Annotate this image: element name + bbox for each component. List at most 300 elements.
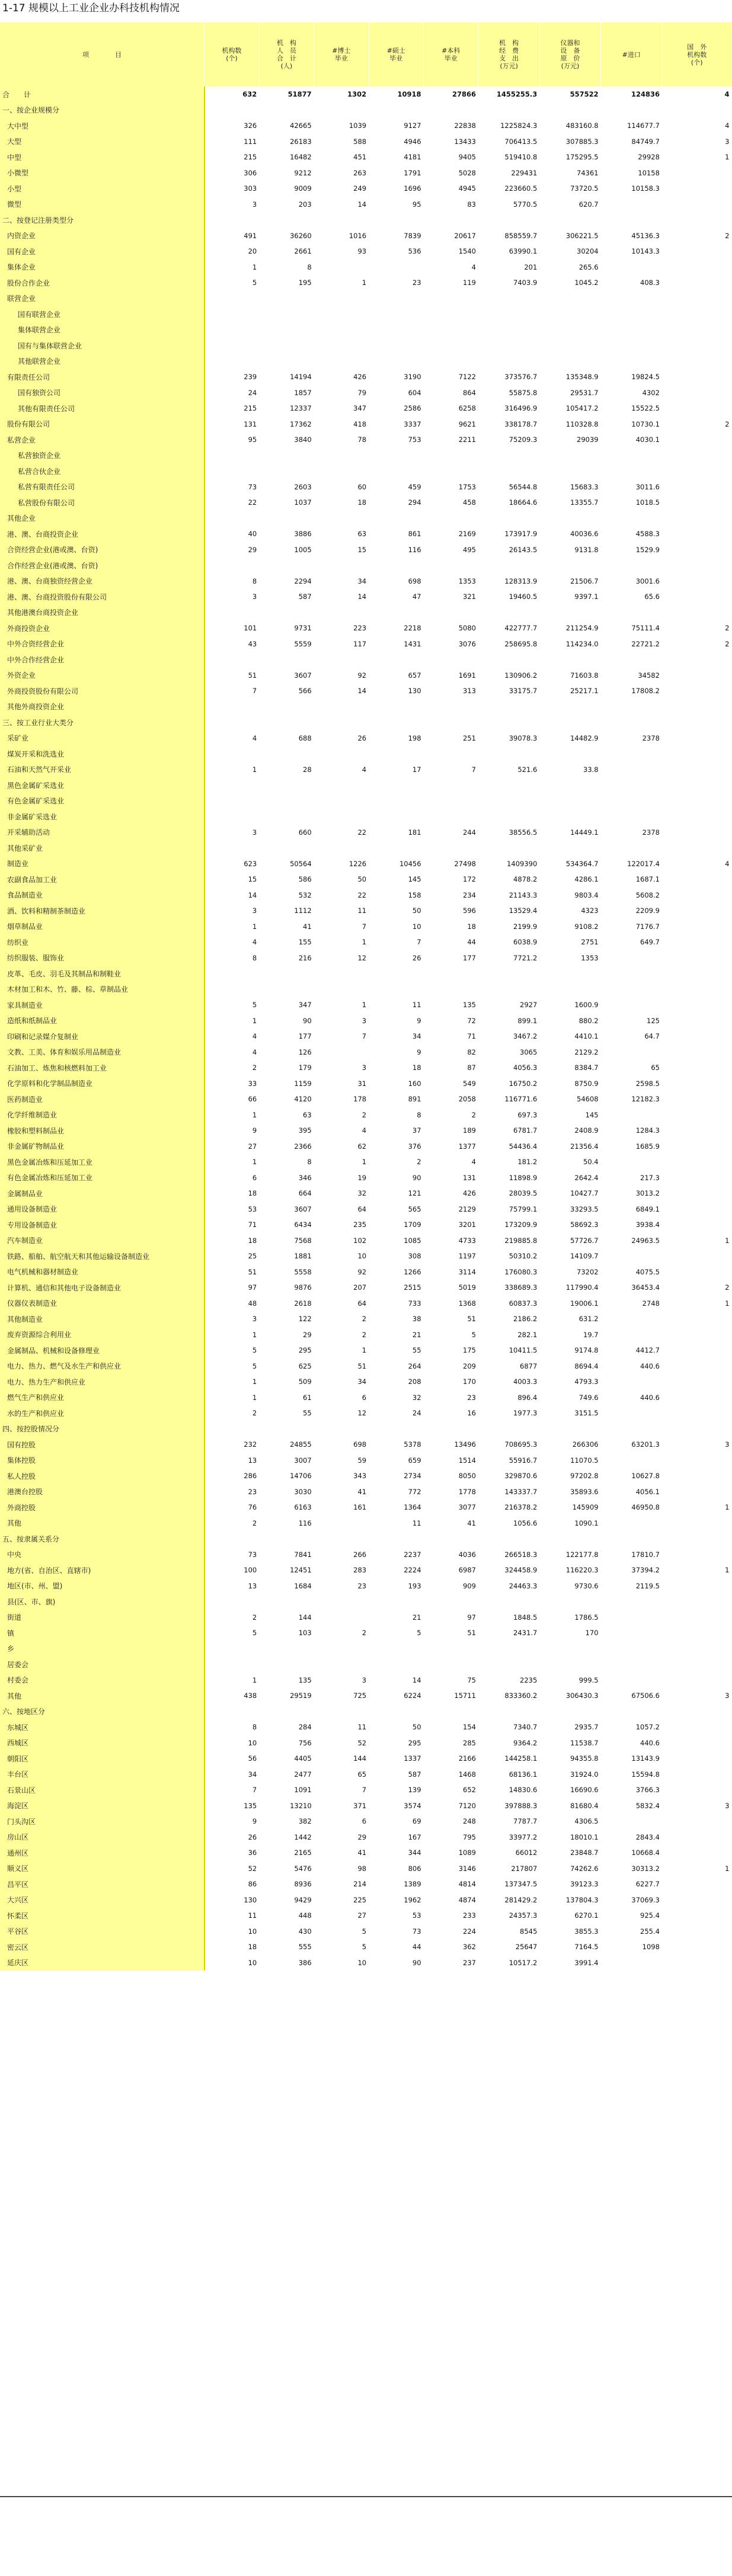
row-label: 居委会 — [0, 1657, 204, 1673]
cell-value — [601, 699, 662, 715]
cell-value: 13143.9 — [631, 1754, 660, 1763]
cell-value: 1018.5 — [635, 498, 660, 507]
cell-value — [314, 652, 369, 668]
table-row — [0, 1704, 732, 1720]
cell-value: 343 — [353, 1472, 367, 1481]
cell-value: 3 — [725, 1691, 730, 1700]
cell-value: 2748 — [642, 1299, 660, 1308]
cell-value: 7 — [362, 1786, 367, 1795]
cell-value: 1687.1 — [635, 875, 660, 884]
cell-value — [204, 1594, 259, 1610]
cell-value: 10 — [248, 1958, 257, 1967]
cell-value: 2 — [252, 1518, 257, 1527]
row-label: 小型 — [0, 181, 204, 197]
cell-value — [478, 809, 539, 825]
row-label: 顺义区 — [0, 1861, 204, 1877]
cell-value: 1684 — [294, 1581, 312, 1590]
cell-value: 2 — [252, 1063, 257, 1072]
table-row — [0, 1186, 732, 1202]
cell-value: 1057.2 — [635, 1723, 660, 1732]
cell-value — [314, 558, 369, 573]
cell-value: 4793.3 — [574, 1377, 599, 1386]
cell-value — [424, 448, 478, 464]
cell-value — [478, 354, 539, 370]
cell-value: 84749.7 — [631, 137, 660, 146]
table-row — [0, 1170, 732, 1186]
cell-value: 34 — [357, 576, 367, 585]
cell-value: 233 — [463, 1911, 476, 1920]
cell-value: 217.3 — [640, 1173, 660, 1182]
cell-value: 3065 — [520, 1047, 538, 1056]
cell-value — [662, 746, 732, 762]
cell-value: 11 — [248, 1911, 257, 1920]
cell-value: 397888.3 — [504, 1801, 538, 1810]
row-label: 村委会 — [0, 1673, 204, 1689]
cell-value — [601, 1405, 662, 1421]
table-row — [0, 1060, 732, 1076]
row-label: 其他联营企业 — [0, 354, 204, 370]
cell-value: 175295.5 — [565, 153, 599, 162]
row-label: 大中型 — [0, 118, 204, 134]
cell-value: 14482.9 — [570, 733, 599, 742]
cell-value — [539, 746, 600, 762]
cell-value: 62 — [357, 1142, 367, 1151]
cell-value: 891 — [408, 1095, 421, 1104]
cell-value: 1881 — [294, 1252, 312, 1261]
table-row — [0, 1924, 732, 1940]
cell-value: 495 — [463, 545, 476, 554]
cell-value: 806 — [408, 1864, 421, 1873]
cell-value: 4 — [252, 1047, 257, 1056]
cell-value: 137347.5 — [504, 1880, 538, 1889]
cell-value — [369, 259, 423, 275]
cell-value — [662, 542, 732, 558]
cell-value: 2431.7 — [513, 1629, 538, 1638]
row-label: 仪器仪表制造业 — [0, 1296, 204, 1312]
cell-value: 216378.2 — [504, 1503, 538, 1512]
cell-value — [662, 1421, 732, 1437]
cell-value: 6163 — [294, 1503, 312, 1512]
cell-value: 23 — [248, 1487, 257, 1496]
cell-value — [601, 1516, 662, 1531]
table-row — [0, 511, 732, 527]
cell-value — [259, 1641, 314, 1657]
cell-value — [478, 652, 539, 668]
cell-value: 8 — [307, 262, 312, 271]
cell-value — [369, 746, 423, 762]
cell-value: 284 — [298, 1723, 312, 1732]
table-row — [0, 448, 732, 464]
cell-value — [314, 1516, 369, 1531]
cell-value: 10918 — [397, 90, 421, 99]
cell-value: 749.6 — [578, 1393, 599, 1402]
cell-value: 29 — [357, 1832, 367, 1841]
row-label: 外商控股 — [0, 1500, 204, 1516]
cell-value: 175 — [463, 1346, 476, 1355]
cell-value — [259, 212, 314, 228]
cell-value — [662, 1359, 732, 1374]
cell-value — [478, 699, 539, 715]
cell-value — [369, 1657, 423, 1673]
cell-value: 3855.3 — [574, 1927, 599, 1936]
row-label: 国有企业 — [0, 243, 204, 259]
table-row — [0, 1610, 732, 1626]
cell-value: 7841 — [294, 1550, 312, 1559]
cell-value: 53 — [412, 1911, 421, 1920]
header-row — [0, 23, 732, 86]
cell-value — [601, 197, 662, 213]
cell-value — [662, 1767, 732, 1783]
cell-value — [369, 558, 423, 573]
cell-value: 35893.6 — [570, 1487, 599, 1496]
cell-value: 9 — [252, 1126, 257, 1135]
cell-value — [662, 1704, 732, 1720]
table-row — [0, 243, 732, 259]
cell-value: 114234.0 — [565, 639, 599, 648]
table-row — [0, 793, 732, 809]
cell-value — [662, 1311, 732, 1327]
cell-value — [314, 463, 369, 479]
cell-value — [424, 558, 478, 573]
cell-value: 135348.9 — [565, 373, 599, 382]
cell-value — [369, 354, 423, 370]
cell-value: 126 — [298, 1047, 312, 1056]
table-row — [0, 887, 732, 903]
cell-value — [369, 1641, 423, 1657]
cell-value: 1778 — [458, 1487, 476, 1496]
cell-value: 4036 — [458, 1550, 476, 1559]
cell-value — [424, 793, 478, 809]
cell-value — [204, 511, 259, 527]
cell-value: 430 — [298, 1927, 312, 1936]
cell-value: 170 — [585, 1629, 599, 1638]
table-row — [0, 479, 732, 495]
cell-value — [369, 322, 423, 338]
row-label: 黑色金属矿采选业 — [0, 777, 204, 793]
cell-value: 3766.3 — [635, 1786, 660, 1795]
table-row — [0, 1594, 732, 1610]
cell-value: 103 — [298, 1629, 312, 1638]
cell-value: 22721.2 — [631, 639, 660, 648]
table-row — [0, 934, 732, 950]
row-label: 电气机械和器材制造业 — [0, 1264, 204, 1280]
table-row — [0, 322, 732, 338]
cell-value: 604 — [408, 388, 421, 397]
header-col-7: 仪器和 设 备 原 价 (万元) — [539, 23, 600, 86]
cell-value: 229431 — [511, 168, 538, 177]
cell-value — [662, 887, 732, 903]
cell-value: 1098 — [642, 1943, 660, 1952]
cell-value: 5378 — [404, 1440, 421, 1449]
row-label: 延庆区 — [0, 1955, 204, 1971]
row-label: 其他港澳台商投资企业 — [0, 605, 204, 621]
cell-value — [314, 102, 369, 118]
row-label: 昌平区 — [0, 1876, 204, 1892]
cell-value: 125 — [647, 1016, 660, 1025]
cell-value: 18664.6 — [509, 498, 538, 507]
cell-value — [662, 495, 732, 511]
cell-value: 329870.6 — [504, 1472, 538, 1481]
cell-value: 4323 — [581, 906, 599, 915]
cell-value: 1 — [252, 765, 257, 774]
cell-value: 23 — [412, 278, 421, 287]
cell-value: 534364.7 — [565, 859, 599, 868]
cell-value: 17362 — [290, 419, 312, 428]
row-label: 其他有限责任公司 — [0, 401, 204, 416]
cell-value: 45136.3 — [631, 231, 660, 240]
cell-value — [601, 652, 662, 668]
cell-value — [539, 1704, 600, 1720]
cell-value — [662, 259, 732, 275]
cell-value — [478, 966, 539, 982]
cell-value: 29 — [248, 545, 257, 554]
cell-value: 295 — [298, 1346, 312, 1355]
cell-value: 9 — [417, 1047, 421, 1056]
cell-value: 92 — [357, 1267, 367, 1276]
cell-value: 3 — [252, 828, 257, 837]
row-label: 开采辅助活动 — [0, 825, 204, 841]
table-row — [0, 1876, 732, 1892]
cell-value: 264 — [408, 1361, 421, 1370]
cell-value: 9731 — [294, 624, 312, 633]
cell-value: 8 — [417, 1110, 421, 1119]
cell-value: 65.6 — [644, 592, 660, 601]
row-label: 文教、工美、体育和娱乐用品制造业 — [0, 1045, 204, 1060]
cell-value: 189 — [463, 1126, 476, 1135]
cell-value: 15 — [357, 545, 367, 554]
cell-value — [314, 212, 369, 228]
cell-value — [662, 699, 732, 715]
cell-value: 4003.3 — [513, 1377, 538, 1386]
table-row — [0, 1562, 732, 1578]
cell-value: 5558 — [294, 1267, 312, 1276]
cell-value — [662, 1751, 732, 1767]
row-label: 石油和天然气开采业 — [0, 762, 204, 778]
cell-value — [601, 762, 662, 778]
cell-value: 131 — [244, 419, 257, 428]
table-row — [0, 1374, 732, 1390]
cell-value — [539, 1594, 600, 1610]
cell-value: 74361 — [577, 168, 599, 177]
cell-value: 37394.2 — [631, 1566, 660, 1575]
cell-value — [662, 1719, 732, 1735]
row-label: 制造业 — [0, 856, 204, 872]
cell-value: 78 — [357, 435, 367, 444]
header-item: 项 目 — [0, 23, 204, 86]
cell-value: 2378 — [642, 828, 660, 837]
cell-value: 116771.6 — [504, 1095, 538, 1104]
cell-value: 1389 — [404, 1880, 421, 1889]
cell-value — [662, 1578, 732, 1594]
cell-value: 14706 — [290, 1472, 312, 1481]
cell-value: 36 — [248, 1848, 257, 1857]
cell-value: 14 — [412, 1675, 421, 1684]
cell-value: 8694.4 — [574, 1361, 599, 1370]
cell-value: 307885.3 — [565, 137, 599, 146]
cell-value: 1 — [362, 278, 367, 287]
cell-value: 1037 — [294, 498, 312, 507]
cell-value: 130 — [408, 687, 421, 696]
table-row — [0, 432, 732, 448]
table-row — [0, 463, 732, 479]
cell-value — [369, 306, 423, 322]
cell-value: 13 — [248, 1581, 257, 1590]
table-row — [0, 950, 732, 966]
cell-value — [369, 338, 423, 354]
cell-value — [478, 511, 539, 527]
cell-value: 2 — [362, 1110, 367, 1119]
cell-value: 725 — [353, 1691, 367, 1700]
cell-value: 9131.8 — [574, 545, 599, 554]
cell-value: 9621 — [458, 419, 476, 428]
cell-value: 3001.6 — [635, 576, 660, 585]
table-row — [0, 275, 732, 291]
table-row — [0, 1531, 732, 1547]
cell-value — [259, 322, 314, 338]
table-row — [0, 338, 732, 354]
row-label: 国有联营企业 — [0, 306, 204, 322]
cell-value: 16482 — [290, 153, 312, 162]
cell-value: 3991.4 — [574, 1958, 599, 1967]
cell-value: 50.4 — [583, 1158, 599, 1167]
row-label: 燃气生产和供应业 — [0, 1390, 204, 1406]
table-row — [0, 385, 732, 401]
cell-value: 18 — [412, 1063, 421, 1072]
cell-value: 50 — [412, 906, 421, 915]
cell-value: 167 — [408, 1832, 421, 1841]
cell-value — [204, 715, 259, 730]
table-row — [0, 919, 732, 935]
cell-value: 925.4 — [640, 1911, 660, 1920]
cell-value: 92 — [357, 671, 367, 680]
cell-value — [601, 291, 662, 307]
cell-value: 1455255.3 — [496, 90, 538, 99]
cell-value: 3011.6 — [635, 482, 660, 491]
cell-value: 130906.2 — [504, 671, 538, 680]
table-row — [0, 715, 732, 730]
cell-value — [424, 840, 478, 856]
row-label: 门头沟区 — [0, 1814, 204, 1830]
cell-value — [601, 950, 662, 966]
cell-value: 4 — [362, 765, 367, 774]
cell-value — [662, 840, 732, 856]
cell-value: 5019 — [458, 1283, 476, 1292]
cell-value: 3607 — [294, 1204, 312, 1213]
cell-value: 1691 — [458, 671, 476, 680]
cell-value — [662, 1390, 732, 1406]
cell-value: 170 — [463, 1377, 476, 1386]
cell-value: 119 — [463, 278, 476, 287]
table-row — [0, 1939, 732, 1955]
cell-value: 295 — [408, 1738, 421, 1747]
cell-value: 896.4 — [517, 1393, 538, 1402]
cell-value — [662, 322, 732, 338]
cell-value — [369, 1594, 423, 1610]
cell-value: 249 — [353, 184, 367, 193]
row-label: 私营合伙企业 — [0, 463, 204, 479]
row-label: 国有独资公司 — [0, 385, 204, 401]
row-label: 金属制品、机械和设备修理业 — [0, 1343, 204, 1359]
cell-value: 73720.5 — [570, 184, 599, 193]
cell-value: 135 — [298, 1675, 312, 1684]
cell-value — [478, 558, 539, 573]
cell-value: 632 — [242, 90, 257, 99]
cell-value — [662, 291, 732, 307]
cell-value: 2843.4 — [635, 1832, 660, 1841]
cell-value: 4 — [252, 733, 257, 742]
header-col-6: 机 构 经 费 支 出 (万元) — [478, 23, 539, 86]
cell-value: 458 — [463, 498, 476, 507]
table-row — [0, 620, 732, 636]
cell-value — [424, 982, 478, 998]
cell-value — [662, 903, 732, 919]
cell-value: 706413.5 — [504, 137, 538, 146]
row-label: 大型 — [0, 134, 204, 150]
cell-value: 145 — [585, 1110, 599, 1119]
table-row — [0, 1453, 732, 1469]
cell-value — [259, 354, 314, 370]
table-row — [0, 1735, 732, 1751]
cell-value — [259, 840, 314, 856]
cell-value — [601, 1045, 662, 1060]
cell-value — [539, 699, 600, 715]
cell-value: 13496 — [454, 1440, 476, 1449]
table-row — [0, 1484, 732, 1500]
cell-value — [662, 1531, 732, 1547]
cell-value — [662, 479, 732, 495]
cell-value: 52 — [248, 1864, 257, 1873]
cell-value: 376 — [408, 1142, 421, 1151]
cell-value — [539, 1657, 600, 1673]
cell-value — [601, 1814, 662, 1830]
cell-value: 173917.9 — [504, 530, 538, 539]
cell-value: 1857 — [294, 388, 312, 397]
cell-value: 6 — [362, 1393, 367, 1402]
table-row — [0, 777, 732, 793]
table-row — [0, 1830, 732, 1846]
cell-value: 15594.8 — [631, 1770, 660, 1779]
cell-value: 864 — [463, 388, 476, 397]
cell-value: 111 — [244, 137, 257, 146]
cell-value: 344 — [408, 1848, 421, 1857]
cell-value: 1226 — [349, 859, 367, 868]
cell-value: 2129.2 — [574, 1047, 599, 1056]
cell-value: 63 — [357, 530, 367, 539]
cell-value: 9429 — [294, 1895, 312, 1904]
cell-value — [662, 652, 732, 668]
table-row — [0, 1861, 732, 1877]
cell-value: 251 — [463, 733, 476, 742]
cell-value — [662, 762, 732, 778]
cell-value — [314, 746, 369, 762]
cell-value: 2935.7 — [574, 1723, 599, 1732]
cell-value: 55 — [303, 1409, 312, 1418]
row-label: 内资企业 — [0, 228, 204, 244]
cell-value: 7721.2 — [513, 953, 538, 962]
cell-value: 116 — [408, 545, 421, 554]
cell-value: 1353 — [458, 576, 476, 585]
cell-value: 143337.7 — [504, 1487, 538, 1496]
cell-value — [539, 212, 600, 228]
table-row — [0, 1719, 732, 1735]
cell-value — [662, 777, 732, 793]
cell-value: 1685.9 — [635, 1142, 660, 1151]
cell-value: 1266 — [404, 1267, 421, 1276]
cell-value — [601, 102, 662, 118]
cell-value: 1 — [725, 1864, 730, 1873]
cell-value: 58692.3 — [570, 1220, 599, 1229]
cell-value: 6849.1 — [635, 1204, 660, 1213]
